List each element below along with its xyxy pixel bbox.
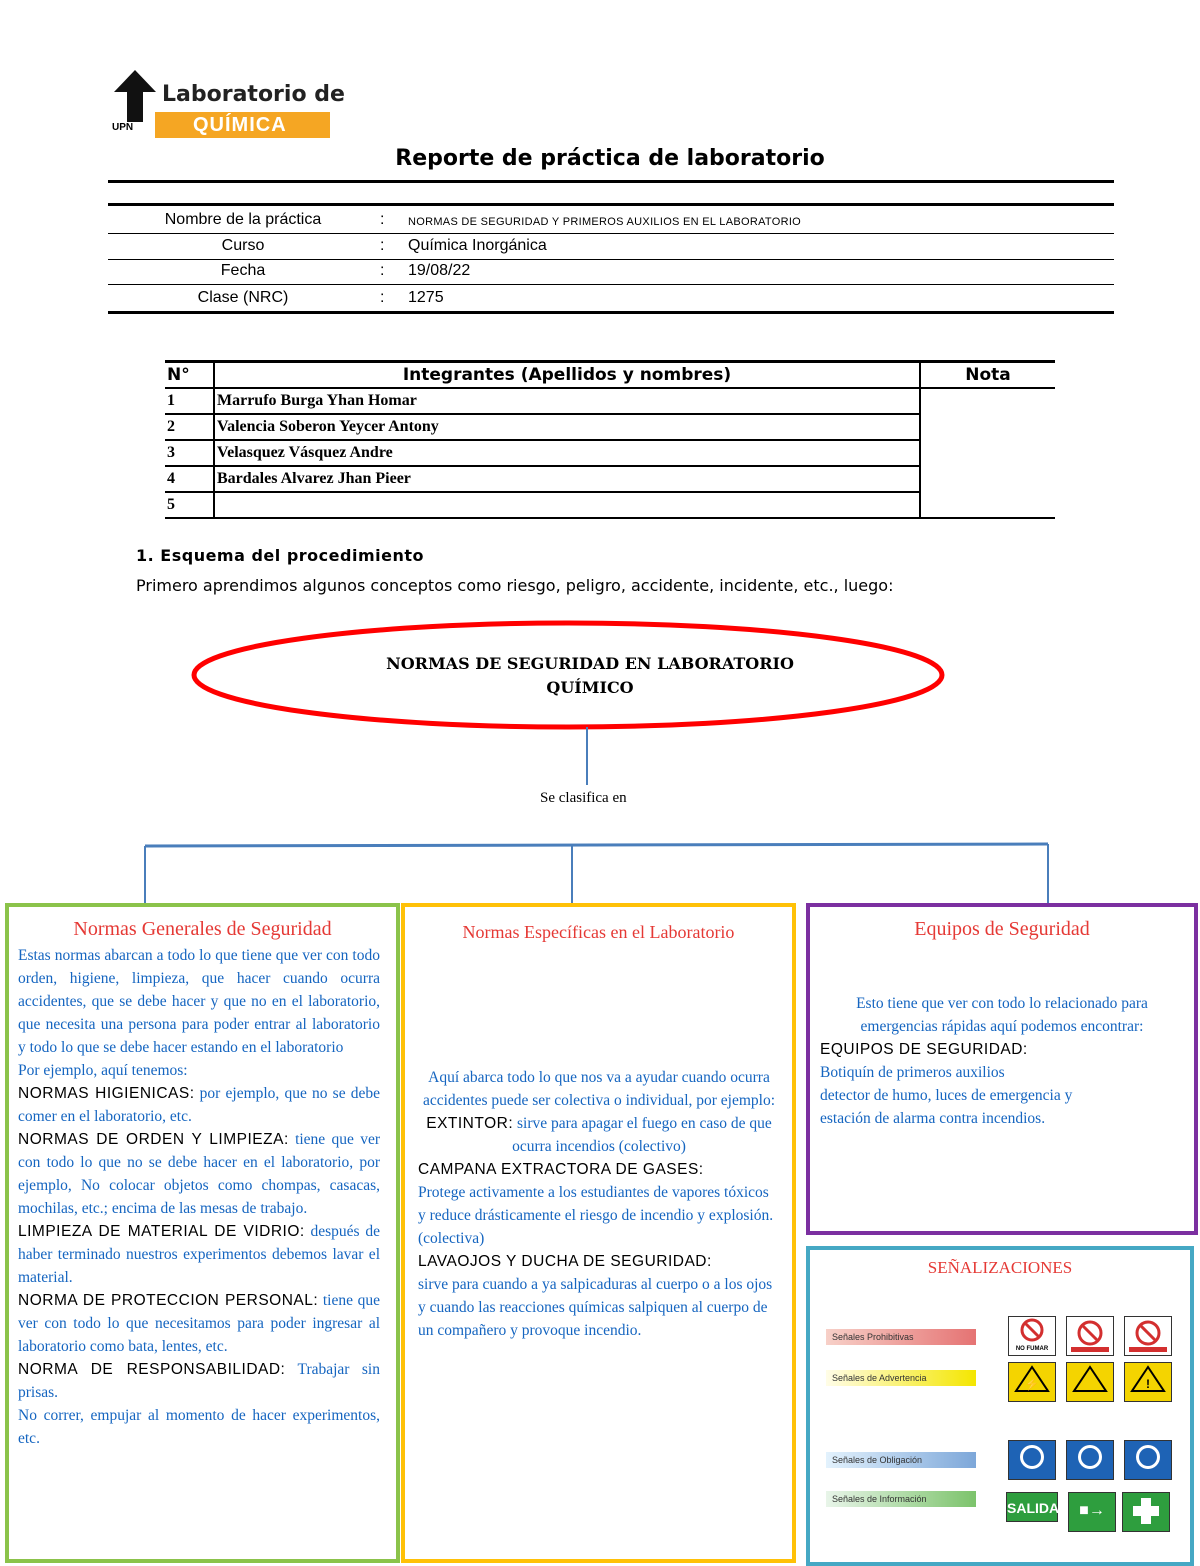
- logo-upn-text: UPN: [112, 122, 134, 133]
- info-value: NORMAS DE SEGURIDAD Y PRIMEROS AUXILIOS EN EL LABORATORIO: [408, 216, 802, 228]
- info-row-curso: Curso : Química Inorgánica: [108, 234, 1114, 260]
- no-pedestrian-sign-icon: [1124, 1316, 1172, 1356]
- hazard-warning-sign-icon: [1066, 1362, 1114, 1402]
- members-table: [165, 360, 1055, 519]
- gloves-mandatory-sign-icon: [1008, 1440, 1056, 1480]
- info-label: Nombre de la práctica: [164, 211, 322, 228]
- table-row: 2 Valencia Soberon Yeycer Antony: [165, 414, 1055, 440]
- header-integrantes: Integrantes (Apellidos y nombres): [214, 362, 920, 389]
- goggles-mandatory-sign-icon: [1124, 1440, 1172, 1480]
- logo-lab-text: Laboratorio de: [162, 82, 345, 107]
- svg-text:⚡: ⚡: [1024, 1377, 1040, 1391]
- diagram-lines: [0, 600, 1200, 910]
- no-smoking-sign-icon: NO FUMAR: [1008, 1316, 1056, 1356]
- caution-warning-sign-icon: [1124, 1362, 1172, 1402]
- table-row: 3 Velasquez Vásquez Andre: [165, 440, 1055, 466]
- normas-generales-text: Estas normas abarcan a todo lo que tiene que ver con todo orden, higiene, limpieza, que hacer cuando ocurra accidentes, que se debe hacer y que no en el laboratorio, que necesita una persona para poder entrar al laboratorio y todo lo que se debe hacer estando en el laboratorio Por ejemplo, aquí tenemos: NORMAS HIGIENICAS: por ejemplo, que no se debe comer en el laboratorio, etc. NORMAS DE ORDEN Y LIMPIEZA: tiene que ver con todo lo que no se debe hacer en el laboratorio, por ejemplo, No colocar objetos como chompas, casacas, mochilas, etc.; encima de las mesas de trabajo. LIMPIEZA DE MATERIAL DE VIDRIO: después de haber terminado nuestros experimentos debemos lavar el material. NORMA DE PROTECCION PERSONAL: tiene que ver con todo lo que necesitamos para poder ingresar al laboratorio como bata, lentes, etc. NORMA DE RESPONSABILIDAD: Trabajar sin prisas. No correr, empujar al momento de hacer experimentos, etc.: [18, 947, 381, 1447]
- table-row: 4 Bardales Alvarez Jhan Pieer: [165, 466, 1055, 492]
- normas-especificas-text: Aquí abarca todo lo que nos va a ayudar cuando ocurra accidentes puede ser colectiva o individual, por ejemplo: EXTINTOR: sirve para apagar el fuego en caso de que ocurra incendios (colectivo) CAMPANA EXTRACTORA DE GASES: Protege activamente a los estudiantes de vapores tóxicos y reduce drásticamente el riesgo de incendio y explosión. (colectiva) LAVAOJOS Y DUCHA DE SEGURIDAD: sirve para cuando a ya salpicaduras al cuerpo o a los ojos y cuando las reacciones químicas salpiquen al cuerpo de un compañero y provoque incendio.: [418, 1069, 776, 1339]
- report-title: Reporte de práctica de laboratorio: [395, 146, 825, 171]
- info-row-practica: Nombre de la práctica : NORMAS DE SEGURIDAD Y PRIMEROS AUXILIOS EN EL LABORATORIO: [108, 208, 1114, 234]
- exit-sign: SALIDA: [1006, 1492, 1058, 1522]
- electric-warning-sign-icon: [1008, 1362, 1056, 1402]
- coat-mandatory-sign-icon: [1066, 1440, 1114, 1480]
- info-label: Fecha: [220, 262, 266, 279]
- info-row-fecha: Fecha : 19/08/22: [108, 259, 1114, 285]
- table-row: 5: [165, 492, 1055, 518]
- divider: [108, 312, 1114, 314]
- info-value: Química Inorgánica: [408, 237, 547, 254]
- box-title-senalizaciones: SEÑALIZACIONES: [927, 1258, 1073, 1277]
- divider: [108, 203, 1114, 206]
- info-value: 1275: [408, 289, 444, 306]
- intro-text: Primero aprendimos algunos conceptos como riesgo, peligro, accidente, incidente, etc., luego:: [136, 576, 894, 595]
- info-value: 19/08/22: [408, 262, 471, 279]
- header-nota: Nota: [920, 362, 1055, 389]
- no-entry-sign-icon: [1066, 1316, 1114, 1356]
- svg-text:!: !: [1146, 1377, 1150, 1391]
- box-title-generales: Normas Generales de Seguridad: [73, 918, 332, 940]
- box-title-especificas: Normas Específicas en el Laboratorio: [462, 922, 735, 942]
- tag-advertencia: Señales de Advertencia: [826, 1370, 976, 1386]
- clasifica-label: Se clasifica en: [540, 790, 627, 806]
- box-title-equipos: Equipos de Seguridad: [914, 918, 1090, 940]
- info-label: Clase (NRC): [197, 289, 289, 306]
- divider: [108, 180, 1114, 183]
- tag-obligacion: Señales de Obligación: [826, 1452, 976, 1468]
- header-num: N°: [165, 362, 214, 389]
- equipos-text: Esto tiene que ver con todo lo relacionado para emergencias rápidas aquí podemos encontrar: EQUIPOS DE SEGURIDAD: Botiquín de primeros auxilios detector de humo, luces de emergencia y estación de alarma contra incendios.: [820, 995, 1148, 1127]
- nota-cell: [920, 388, 1055, 518]
- info-label: Curso: [221, 237, 265, 254]
- logo-quimica-text: QUÍMICA: [155, 112, 330, 138]
- diagram-main-title: NORMAS DE SEGURIDAD EN LABORATORIO QUÍMICO: [386, 654, 794, 697]
- tag-prohibitivas: Señales Prohibitivas: [826, 1329, 976, 1345]
- tag-informacion: Señales de Información: [826, 1491, 976, 1507]
- first-aid-sign-icon: [1122, 1492, 1170, 1532]
- section-title: 1. Esquema del procedimiento: [136, 546, 424, 565]
- emergency-exit-sign-icon: ■→: [1068, 1492, 1116, 1532]
- table-row: 1 Marrufo Burga Yhan Homar: [165, 388, 1055, 414]
- info-row-clase: Clase (NRC) : 1275: [108, 286, 1114, 312]
